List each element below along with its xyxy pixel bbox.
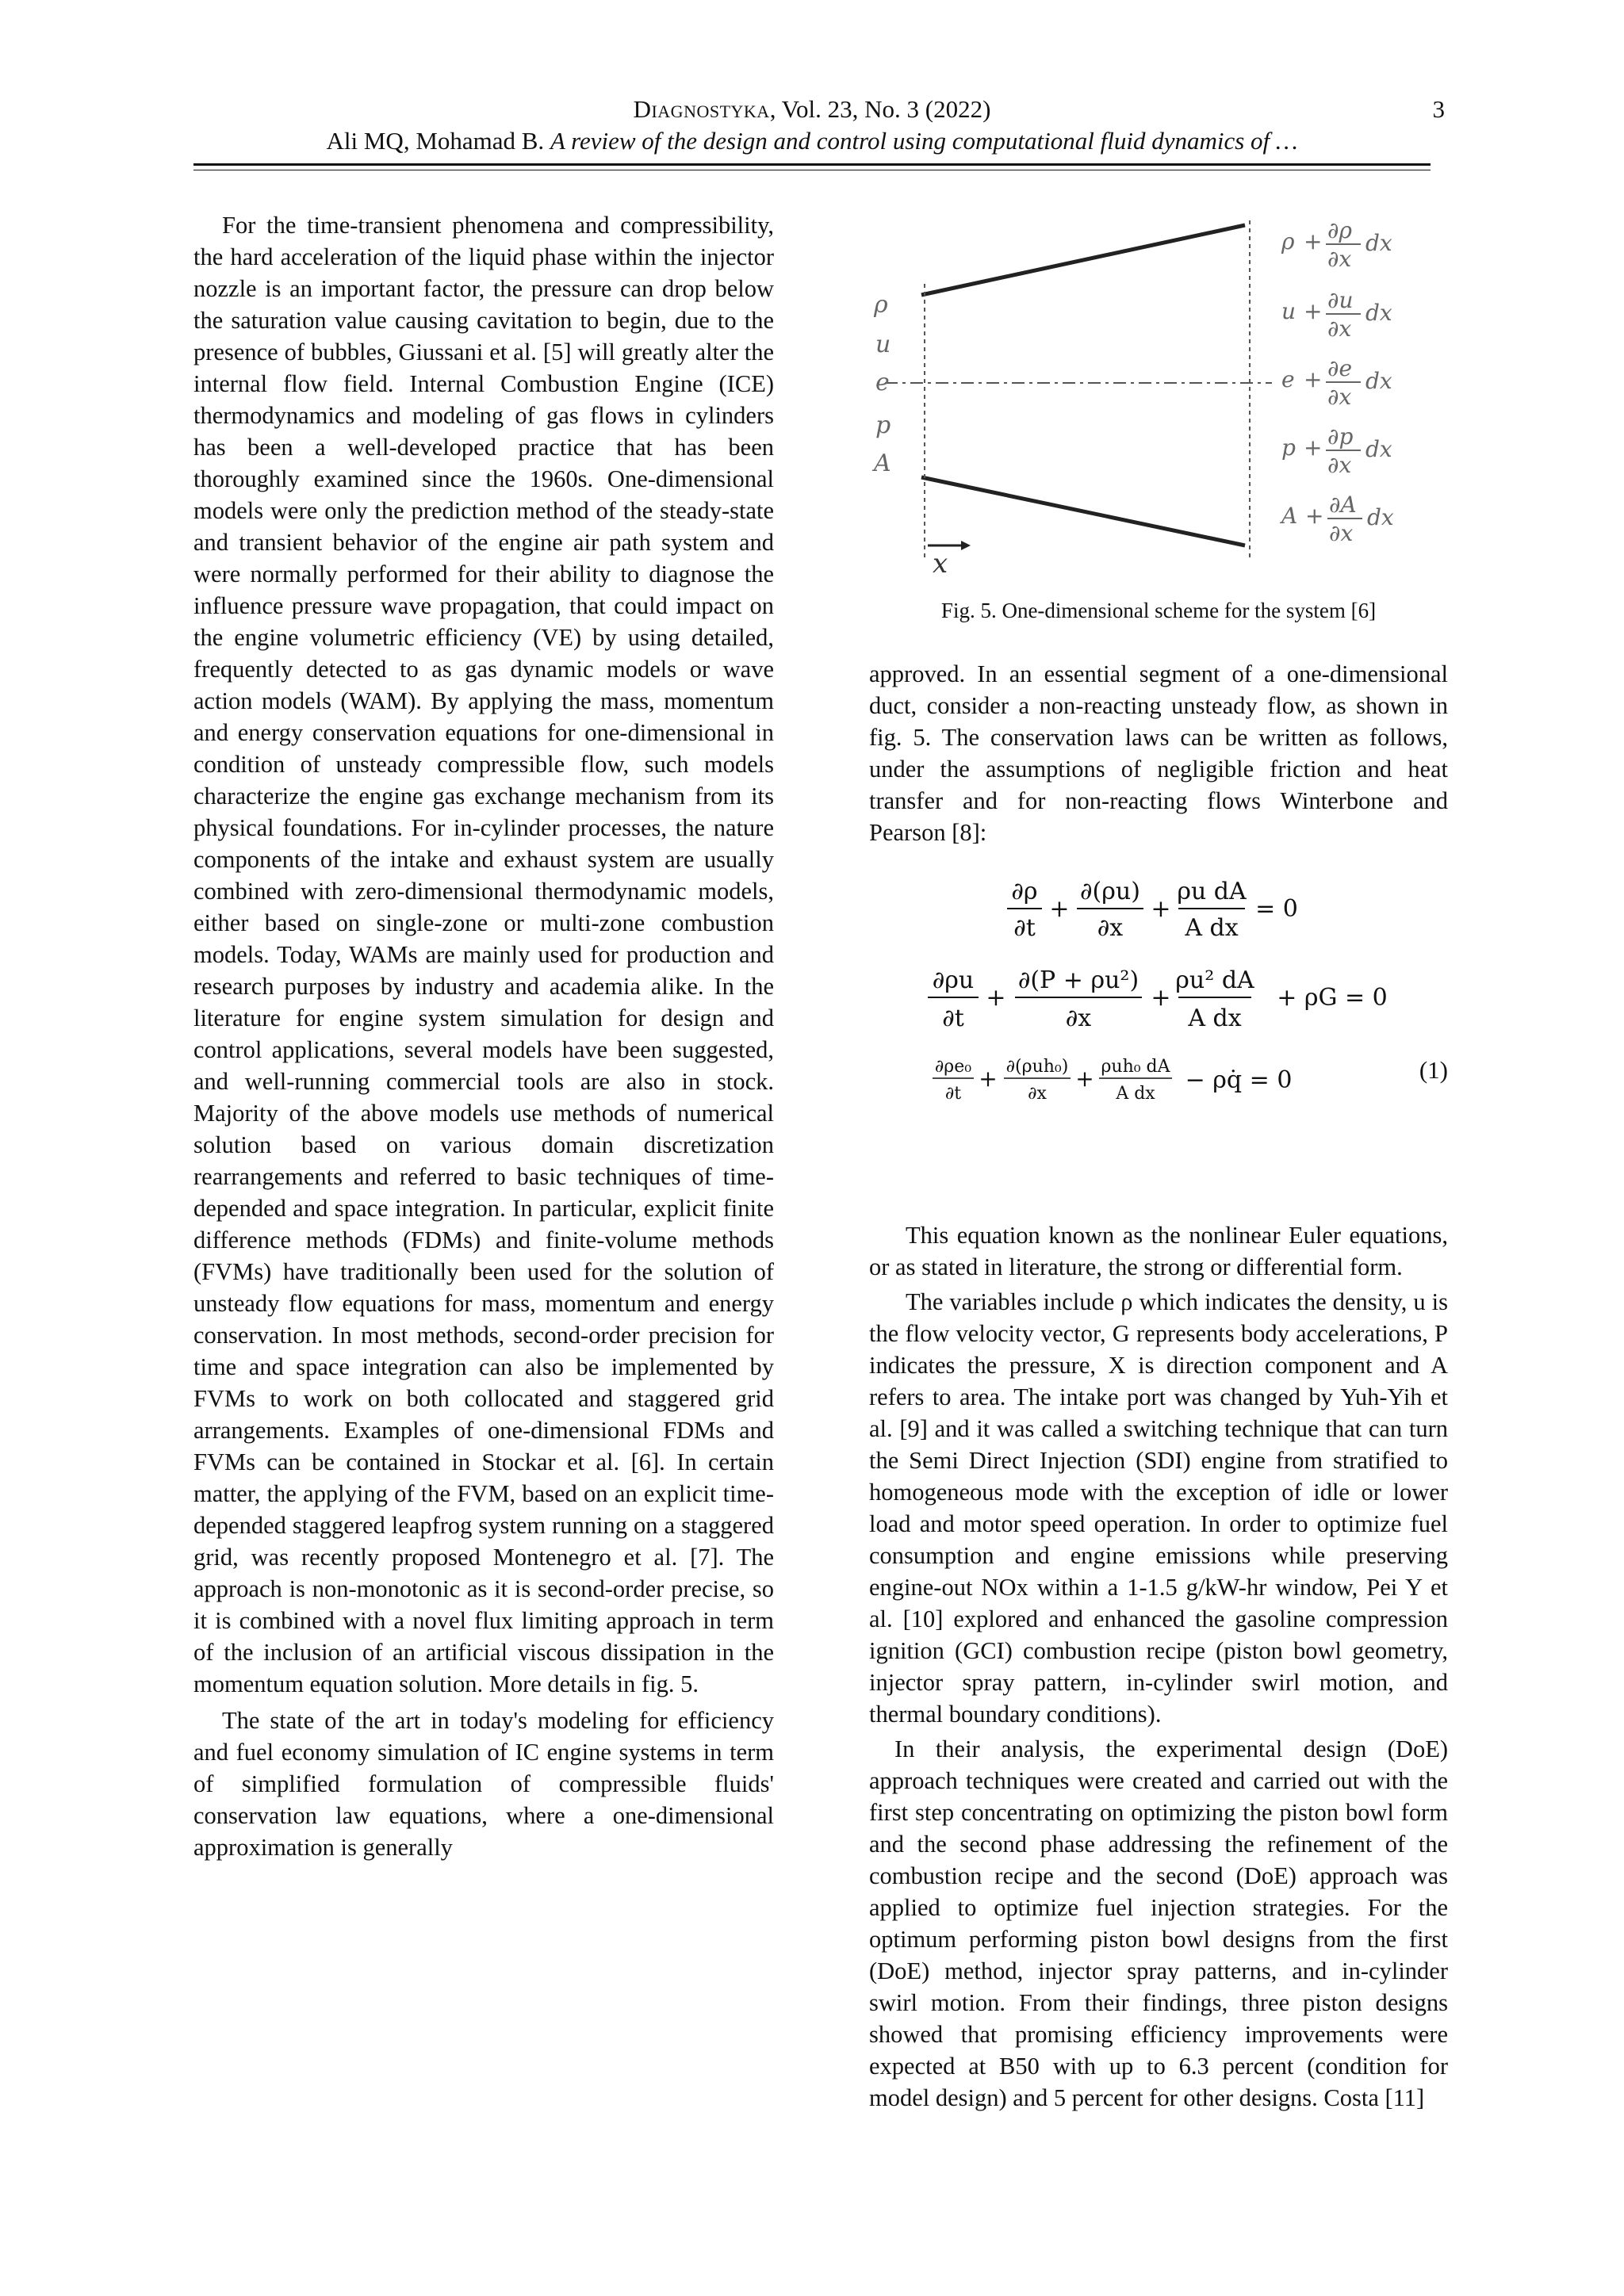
duct-lower-wall (921, 477, 1245, 545)
right-term-A (1279, 492, 1394, 546)
svg-text:∂x: ∂x (1097, 914, 1124, 942)
author-title-line (193, 125, 1431, 157)
svg-text:A dx: A dx (1188, 1004, 1242, 1032)
right-term-e (1281, 355, 1392, 410)
svg-text:∂p: ∂p (1327, 423, 1354, 450)
right-term-rho (1281, 217, 1392, 272)
svg-text:∂x: ∂x (1327, 384, 1352, 410)
svg-text:A dx: A dx (1185, 914, 1239, 942)
journal-line (193, 94, 1431, 125)
svg-text:dx: dx (1367, 504, 1394, 530)
svg-text:∂ρe₀: ∂ρe₀ (934, 1057, 972, 1077)
equation-momentum (928, 966, 1388, 1032)
svg-text:∂(ρu): ∂(ρu) (1080, 878, 1140, 905)
svg-text:+: + (1305, 503, 1324, 529)
header-rule-thick (193, 163, 1431, 166)
left-label-e: e (875, 369, 890, 396)
svg-text:+: + (1151, 984, 1171, 1012)
svg-text:ρ: ρ (1281, 228, 1295, 254)
left-label-rho: ρ (874, 291, 888, 319)
svg-text:+: + (1151, 895, 1171, 923)
svg-text:∂A: ∂A (1329, 492, 1357, 518)
right-paragraph-2: This equation known as the nonlinear Euler equations, or as stated in literature, the strong or differential form. (869, 1222, 1448, 1280)
svg-text:∂x: ∂x (1065, 1004, 1092, 1032)
svg-text:∂x: ∂x (1327, 452, 1352, 478)
svg-text:∂e: ∂e (1327, 355, 1353, 381)
svg-text:∂(ρuh₀): ∂(ρuh₀) (1005, 1057, 1069, 1077)
left-paragraph-2: The state of the art in today's modeling for efficiency and fuel economy simulation of IC engine systems in term of simplified formulation of compressible fluids' conservation law equations, where a one-dimensional approximation is generally (193, 1707, 774, 1861)
journal-name: Diagnostyka (633, 95, 770, 123)
svg-text:ρu dA: ρu dA (1177, 878, 1247, 905)
svg-text:ρuh₀ dA: ρuh₀ dA (1101, 1057, 1170, 1077)
svg-text:ρu² dA: ρu² dA (1175, 966, 1254, 994)
left-column (193, 209, 774, 1863)
right-term-u (1281, 287, 1392, 342)
authors: Ali MQ, Mohamad B. (326, 127, 545, 155)
svg-text:+: + (1075, 1066, 1094, 1092)
svg-text:dx: dx (1365, 368, 1392, 394)
euler-equations (869, 872, 1448, 1110)
svg-text:∂t: ∂t (1013, 914, 1036, 942)
right-column-top (869, 658, 1448, 848)
svg-text:dx: dx (1365, 230, 1392, 256)
svg-text:∂ρu: ∂ρu (932, 966, 975, 994)
svg-text:∂t: ∂t (942, 1004, 964, 1032)
svg-text:∂t: ∂t (944, 1084, 962, 1104)
svg-text:= 0: = 0 (1255, 895, 1298, 923)
svg-text:+: + (1304, 434, 1323, 461)
equation-mass (1007, 878, 1298, 942)
svg-text:dx: dx (1365, 300, 1392, 326)
svg-text:+: + (986, 984, 1006, 1012)
svg-text:∂(P + ρu²): ∂(P + ρu²) (1017, 966, 1139, 994)
svg-text:+: + (1049, 895, 1070, 923)
svg-text:∂ρ: ∂ρ (1011, 878, 1038, 905)
svg-text:∂u: ∂u (1327, 287, 1354, 313)
svg-text:p: p (1281, 434, 1296, 461)
svg-text:+: + (1304, 298, 1323, 324)
svg-text:A dx: A dx (1116, 1084, 1155, 1104)
duct-upper-wall (921, 225, 1245, 295)
svg-text:∂x: ∂x (1329, 520, 1354, 546)
x-arrow-head (961, 541, 971, 550)
svg-text:+: + (1304, 366, 1323, 392)
svg-text:A: A (1281, 503, 1298, 529)
left-label-p: p (875, 411, 891, 439)
svg-text:+: + (979, 1066, 998, 1092)
x-axis-label: x (933, 548, 948, 576)
svg-text:∂x: ∂x (1028, 1084, 1047, 1104)
left-label-u: u (875, 331, 891, 358)
equation-energy (933, 1057, 1292, 1104)
svg-text:∂x: ∂x (1327, 316, 1352, 342)
svg-text:+: + (1304, 228, 1323, 254)
equation-block (869, 872, 1448, 1110)
article-title: A review of the design and control using computational fluid dynamics of … (550, 127, 1298, 155)
svg-text:∂x: ∂x (1327, 246, 1352, 272)
figure-caption: Fig. 5. One-dimensional scheme for the system [6] (940, 599, 1377, 622)
left-paragraph-1: For the time-transient phenomena and compressibility, the hard acceleration of the liquid phase within the injector nozzle is an important factor, the pressure can drop below the saturation value causing cavitation to begin, due to the presence of bubbles, Giussani et al. [5] will greatly alter the internal flow field. Internal Combustion Engine (ICE) thermodynamics and modeling of gas flows in cylinders has been a well-developed practice that has been thoroughly examined since the 1960s. One-dimensional models were only the prediction method of the steady-state and transient behavior of the engine air path system and were normally performed for their ability to diagnose the influence pressure wave propagation, that could impact on the engine volumetric efficiency (VE) by using detailed, frequently detected to as gas dynamic models or wave action models (WAM). By applying the mass, momentum and energy conservation equations for one-dimensional in condition of unsteady compressible flow, such models characterize the engine gas exchange mechanism from its physical foundations. For in-cylinder processes, the nature components of the intake and exhaust system are usually combined with zero-dimensional thermodynamic models, either based on single-zone or multi-zone combustion models. Today, WAMs are mainly used for production and research purposes by industry and academia alike. In the literature for engine system simulation for design and control applications, several models have been suggested, and well-running commercial tools are also in stock. Majority of the above models use methods of numerical solution based on various domain discretization rearrangements and referred to basic techniques of time-depended and space integration. In particular, explicit finite difference methods (FDMs) and finite-volume methods (FVMs) have traditionally been used for the solution of unsteady flow equations for mass, momentum and energy conservation. In most methods, second-order precision for time and space integration can also be implemented by FVMs to work on both collocated and staggered grid arrangements. Examples of one-dimensional FDMs and FVMs can be contained in Stockar et al. [6]. In certain matter, the applying of the FVM, based on an explicit time-depended staggered leapfrog system running on a staggered grid, was recently proposed Montenegro et al. [7]. The approach is non-monotonic as it is second-order precise, so it is combined with a novel flux limiting approach in term of the inclusion of an artificial viscous dissipation in the momentum equation solution. More details in fig. 5. (193, 212, 774, 1697)
running-header (193, 94, 1431, 157)
journal-volume: , Vol. 23, No. 3 (2022) (769, 95, 991, 123)
one-dimensional-scheme-diagram (869, 211, 1448, 576)
svg-text:− ρq̇ = 0: − ρq̇ = 0 (1185, 1066, 1293, 1094)
equation-number: (1) (1419, 1056, 1448, 1084)
right-paragraph-1: approved. In an essential segment of a one-dimensional duct, consider a non-reacting unsteady flow, as shown in fig. 5. The conservation laws can be written as follows, under the assumptions of negligible friction and heat transfer and for non-reacting flows Winterbone and Pearson [8]: (869, 660, 1448, 846)
svg-text:dx: dx (1365, 436, 1392, 462)
svg-text:e: e (1281, 366, 1295, 392)
svg-text:+ ρG = 0: + ρG = 0 (1277, 984, 1388, 1012)
page-number: 3 (1432, 95, 1445, 123)
right-paragraph-3: The variables include ρ which indicates the density, u is the flow velocity vector, G represents body accelerations, P indicates the pressure, X is direction component and A refers to area. The intake port was changed by Yuh-Yih et al. [9] and it was called a switching technique that can turn the Semi Direct Injection (SDI) engine from stratified to homogeneous mode with the exception of idle or lower load and motor speed operation. In order to optimize fuel consumption and engine emissions while preserving engine-out NOx within a 1-1.5 g/kW-hr window, Pei Y et al. [10] explored and enhanced the gasoline compression ignition (GCI) combustion recipe (piston bowl geometry, injector spray pattern, in-cylinder swirl motion, and thermal boundary conditions). (869, 1288, 1448, 1728)
right-term-p (1281, 423, 1392, 478)
figure-5 (869, 211, 1448, 576)
svg-text:u: u (1281, 298, 1297, 324)
left-label-A: A (874, 450, 891, 477)
svg-text:∂ρ: ∂ρ (1327, 217, 1352, 243)
right-column-bottom (869, 1219, 1448, 2114)
right-paragraph-4: In their analysis, the experimental design (DoE) approach techniques were created and carried out with the first step concentrating on optimizing the piston bowl form and the second phase addressing the refinement of the combustion recipe and the second (DoE) approach was applied to optimize fuel injection strategies. For the optimum performing piston bowl designs from the first (DoE) method, injector spray patterns, and in-cylinder swirl motion. From their findings, three piston designs showed that promising efficiency improvements were expected at B50 with up to 6.3 percent (condition for model design) and 5 percent for other designs. Costa [11] (869, 1735, 1448, 2111)
